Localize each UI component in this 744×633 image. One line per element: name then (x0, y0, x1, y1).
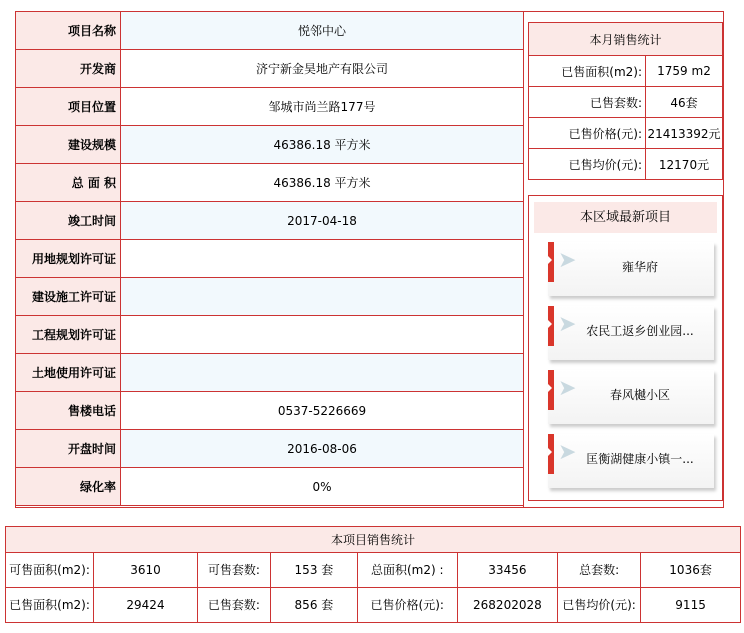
stat-label: 已售价格(元): (357, 588, 457, 623)
info-label: 建设规模 (16, 126, 121, 164)
monthly-label: 已售套数: (529, 87, 646, 118)
info-value: 2016-08-06 (121, 430, 524, 468)
region-project-link[interactable] (548, 242, 714, 296)
info-value: 46386.18 平方米 (121, 126, 524, 164)
region-project-link[interactable] (548, 434, 714, 488)
info-row (16, 126, 524, 164)
cursor-arrow-icon: ➤ (558, 248, 577, 273)
marker-icon (548, 370, 554, 410)
info-label: 项目名称 (16, 12, 121, 50)
region-projects-title: 本区域最新项目 (534, 202, 717, 233)
info-value (121, 278, 524, 316)
stat-label: 总套数: (558, 553, 641, 588)
stat-value: 1036套 (641, 553, 741, 588)
region-project-link[interactable] (548, 370, 714, 424)
info-label: 绿化率 (16, 468, 121, 506)
region-project-name: 春风樾小区 (609, 388, 670, 402)
monthly-value: 21413392元 (646, 118, 723, 149)
monthly-sales-title: 本月销售统计 (529, 23, 723, 56)
stat-value: 29424 (94, 588, 198, 623)
info-label: 用地规划许可证 (16, 240, 121, 278)
info-label: 项目位置 (16, 88, 121, 126)
region-project-name: 雍华府 (621, 260, 658, 274)
info-row (16, 240, 524, 278)
stat-label: 可售面积(m2): (6, 553, 94, 588)
divider (523, 11, 524, 508)
stat-label: 已售面积(m2): (6, 588, 94, 623)
project-sales-table (5, 526, 741, 623)
info-row (16, 354, 524, 392)
info-row (16, 12, 524, 50)
cursor-arrow-icon: ➤ (558, 312, 577, 337)
region-project-name: 农民工返乡创业园... (586, 324, 694, 338)
marker-icon (548, 306, 554, 346)
info-value: 0537-5226669 (121, 392, 524, 430)
info-value: 0% (121, 468, 524, 506)
stat-label: 可售套数: (197, 553, 270, 588)
monthly-label: 已售面积(m2): (529, 56, 646, 87)
info-value: 济宁新金昊地产有限公司 (121, 50, 524, 88)
info-row (16, 468, 524, 506)
info-value (121, 240, 524, 278)
info-label: 工程规划许可证 (16, 316, 121, 354)
stat-value: 856 套 (270, 588, 357, 623)
info-value: 46386.18 平方米 (121, 164, 524, 202)
info-label: 开盘时间 (16, 430, 121, 468)
info-label: 售楼电话 (16, 392, 121, 430)
monthly-value: 46套 (646, 87, 723, 118)
region-project-name: 匡衡湖健康小镇一... (586, 452, 694, 466)
info-value: 悦邻中心 (121, 12, 524, 50)
info-row (16, 50, 524, 88)
project-sales-title: 本项目销售统计 (6, 527, 741, 553)
info-label: 土地使用许可证 (16, 354, 121, 392)
info-value (121, 316, 524, 354)
info-label: 开发商 (16, 50, 121, 88)
region-project-link[interactable] (548, 306, 714, 360)
monthly-value: 1759 m2 (646, 56, 723, 87)
info-value: 邹城市尚兰路177号 (121, 88, 524, 126)
stat-value: 9115 (641, 588, 741, 623)
marker-icon (548, 242, 554, 282)
info-row (16, 316, 524, 354)
stat-label: 已售套数: (197, 588, 270, 623)
info-label: 竣工时间 (16, 202, 121, 240)
monthly-label: 已售均价(元): (529, 149, 646, 180)
stat-value: 153 套 (270, 553, 357, 588)
monthly-label: 已售价格(元): (529, 118, 646, 149)
cursor-arrow-icon: ➤ (558, 440, 577, 465)
info-row (16, 88, 524, 126)
info-label: 建设施工许可证 (16, 278, 121, 316)
monthly-sales-table (528, 22, 723, 180)
marker-icon (548, 434, 554, 474)
stat-value: 3610 (94, 553, 198, 588)
info-label: 总 面 积 (16, 164, 121, 202)
info-row (16, 430, 524, 468)
cursor-arrow-icon: ➤ (558, 376, 577, 401)
info-value: 2017-04-18 (121, 202, 524, 240)
info-row (16, 164, 524, 202)
info-row (16, 392, 524, 430)
stat-value: 268202028 (457, 588, 557, 623)
stat-value: 33456 (457, 553, 557, 588)
project-info-table (15, 11, 524, 506)
info-value (121, 354, 524, 392)
monthly-value: 12170元 (646, 149, 723, 180)
info-row (16, 278, 524, 316)
stat-label: 总面积(m2) : (357, 553, 457, 588)
stat-label: 已售均价(元): (558, 588, 641, 623)
info-row (16, 202, 524, 240)
